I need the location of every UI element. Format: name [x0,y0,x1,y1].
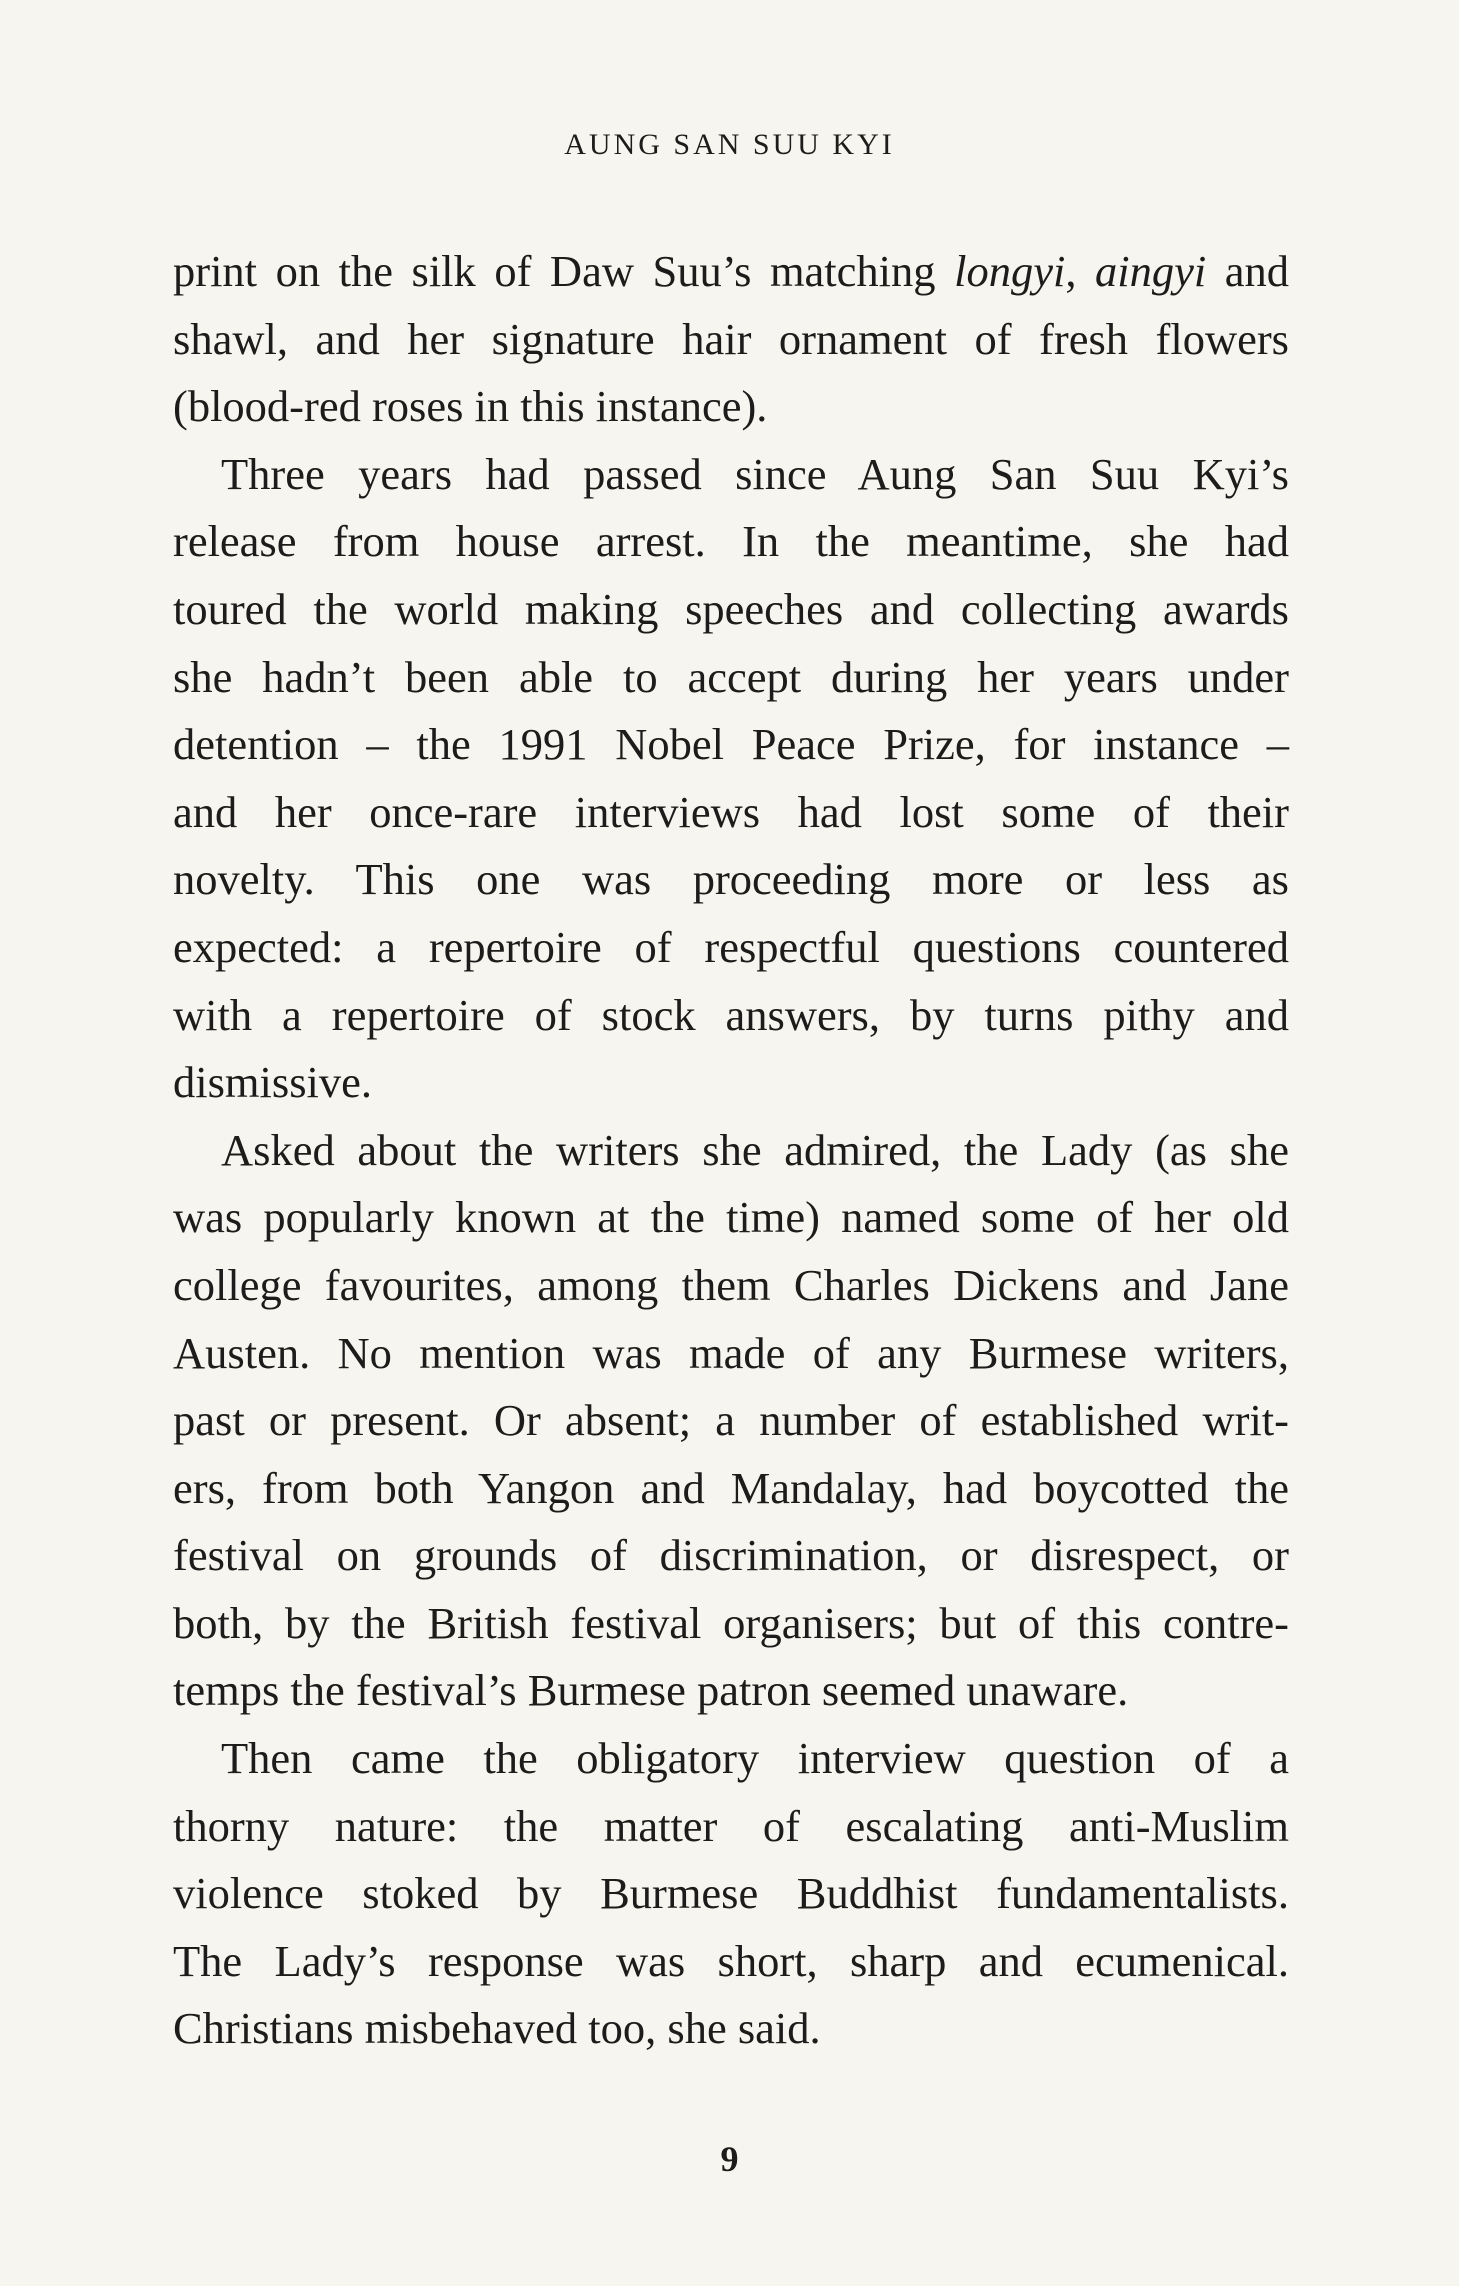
text-line: Asked about the writers she admired, the Lady (as she [221,1124,1289,1175]
text-run: , [1065,246,1095,296]
text-line: Austen. No mention was made of any Burmese writers, [173,1327,1289,1378]
text-line: thorny nature: the matter of escalating anti-Muslim [173,1800,1289,1851]
text-line: dismissive. [173,1057,373,1108]
text-line: was popularly known at the time) named some of her old [173,1192,1289,1243]
text-line: both, by the British festival organisers; but of this contre- [173,1597,1289,1648]
text-line: and her once-rare interviews had lost some of their [173,786,1289,837]
text-line: festival on grounds of discrimination, or disrespect, or [173,1530,1289,1581]
italic-term-longyi: longyi [954,246,1066,296]
text-line: toured the world making speeches and collecting awards [173,583,1289,634]
text-line: Three years had passed since Aung San Suu Kyi’s [221,448,1289,499]
text-line: temps the festival’s Burmese patron seemed unaware. [173,1665,1129,1716]
paragraph [173,1117,1289,1725]
text-line: detention – the 1991 Nobel Peace Prize, for instance – [173,719,1289,770]
body-text [173,238,1289,2063]
page-number: 9 [720,2139,739,2179]
text-run: print on the silk of Daw Suu’s matching [173,246,955,296]
text-line: past or present. Or absent; a number of established writ- [173,1395,1289,1446]
text-line: Then came the obligatory interview question of a [221,1733,1289,1784]
paragraph [173,441,1289,1117]
text-line [173,238,1289,306]
text-line: with a repertoire of stock answers, by turns pithy and [173,989,1289,1040]
text-line: shawl, and her signature hair ornament of fresh flowers [173,313,1289,364]
text-line: she hadn’t been able to accept during her years under [173,651,1289,702]
text-run: and [1206,246,1289,296]
text-line: ers, from both Yangon and Mandalay, had boycotted the [173,1462,1289,1513]
text-line: release from house arrest. In the meantime, she had [173,516,1289,567]
text-line: expected: a repertoire of respectful questions countered [173,921,1289,972]
paragraph [173,238,1289,441]
text-line: novelty. This one was proceeding more or less as [173,854,1289,905]
text-line: (blood-red roses in this instance). [173,381,768,432]
paragraph [173,1725,1289,2063]
text-line: The Lady’s response was short, sharp and ecumenical. [173,1935,1289,1986]
text-line: Christians misbehaved too, she said. [173,2003,821,2054]
running-head: AUNG SAN SUU KYI [564,128,895,161]
italic-term-aingyi: aingyi [1094,246,1207,296]
text-line: college favourites, among them Charles Dickens and Jane [173,1259,1289,1310]
text-line: violence stoked by Burmese Buddhist fundamentalists. [173,1868,1289,1919]
